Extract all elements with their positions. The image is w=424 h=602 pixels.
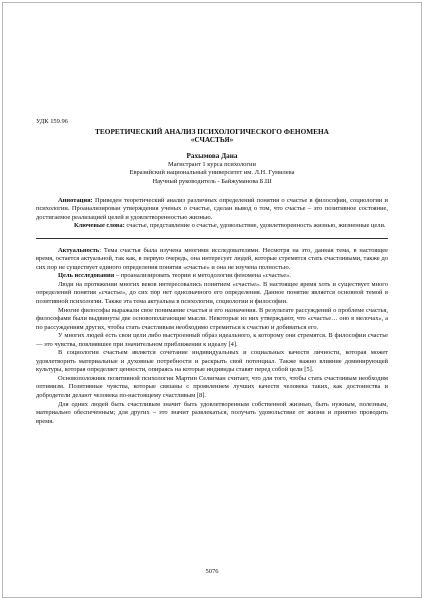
body-paragraph-1: Люди на протяжении многих веков интересовались понятием «счастье». В настоящее время хоть и существует много определений понятия «счастье», до сих пор нет однозначного его определения. Данное понятие является основной темой в позитивной психологии. Также эта тема актуальна в психологии, социологии и философии. <box>36 280 388 305</box>
title-line-1: ТЕОРЕТИЧЕСКИЙ АНАЛИЗ ПСИХОЛОГИЧЕСКОГО ФЕНОМЕНА <box>95 126 329 136</box>
author-name: Рахымова Дана <box>186 152 238 161</box>
title-line-2: «СЧАСТЬЯ» <box>190 135 234 145</box>
body-paragraph-6: Для одних людей быть счастливым значит быть удовлетворенным собственной жизнью, быть нужным, полезным, материально обеспеченным; для других – это значит развлекаться, получать удовольствие от жизни и приятно проводить время. <box>36 400 388 425</box>
keywords-label: Ключевые слова: <box>74 222 125 230</box>
relevance-label: Актуальность <box>58 246 100 254</box>
keywords-paragraph <box>36 222 388 231</box>
abstract-text: Приведен теоретический анализ различных определений понятия о счастье в философии, социологии и психологии. Проанализирован утверждения ученых о счастье, сделан вывод о том, что счастье – это позитивное состояние, достигаемое реализацией целей и удовлетворенностью жизнью. <box>36 196 388 221</box>
body-paragraph-5: Основоположник позитивной психологии Мартин Селигман считает, что для того, чтобы стать счастливым необходим оптимизм. Позитивные чувства, которые связаны с проявлением лучших качеств человека таких, как достоинства и добродетели делают человека по-настоящему счастливым [8]. <box>36 374 388 399</box>
udk-code: УДК 159.96 <box>36 118 68 125</box>
body-paragraph-3: У многих людей есть свои цели либо выстроенный образ идеального, к которому они стремятся. В философии счастье — это чувства, повлиявшее при значительном приближении к идеалу [4]. <box>36 332 388 348</box>
affiliation-line-2: Евразийский национальный университет им. Л.Н. Гумилева <box>129 169 295 177</box>
affiliation-line-1: Магистрант 1 курса психологии <box>168 160 256 168</box>
article-body <box>36 247 388 426</box>
keywords-text: счастье, представление о счастье, удовольствие, удовлетворенность жизнью, жизненные цели. <box>124 222 386 230</box>
page-number: 5076 <box>205 568 219 575</box>
author-affiliation <box>36 161 388 187</box>
goal-label: Цель исследования <box>58 272 115 280</box>
abstract-block <box>36 197 388 231</box>
document-page <box>2 2 422 598</box>
body-paragraph-2: Многие философы выражали свое понимание счастья и его назначения. В результате рассуждений о проблеме счастья, философами были выдвинуты две основополагающие мысли. Некоторые из них утверждают, что «счастье… оно в мелочах», а по рассуждениям других, чтобы стать счастливым необходимо стремиться к счастью и добиваться его. <box>36 306 388 331</box>
body-paragraph-4: В социологии счастьем является сочетание индивидуальных и социальных качеств личности, которая может удовлетворить материальные и духовные потребности и раскрыть свой потенциал. Также важно влияние доминирующей культуры, которая определяет ценности, опираясь на которые индивиды ставят перед собой цели [5]. <box>36 349 388 374</box>
abstract-label: Аннотация: <box>58 196 93 204</box>
relevance-text: : Тема счастья была изучена многими исследователями. Несмотря на это, данная тема, в настоящее время, остается актуальной, так как, в первую очередь, она интересует людей, которые стремятся стать счастливыми, также до сих пор не существует единого определения понятия «счастье» и она не изучена полностью. <box>36 246 388 271</box>
paper-title <box>36 128 388 146</box>
goal-text: – проанализировать теории и методологии феномена «счастье». <box>114 272 291 280</box>
abstract-paragraph <box>36 197 388 223</box>
page-content <box>36 118 388 426</box>
goal-paragraph <box>36 272 388 281</box>
relevance-paragraph <box>36 247 388 273</box>
affiliation-line-3: Научный руководитель - Байжуманова Б.Ш <box>152 177 272 185</box>
section-divider <box>36 238 388 239</box>
